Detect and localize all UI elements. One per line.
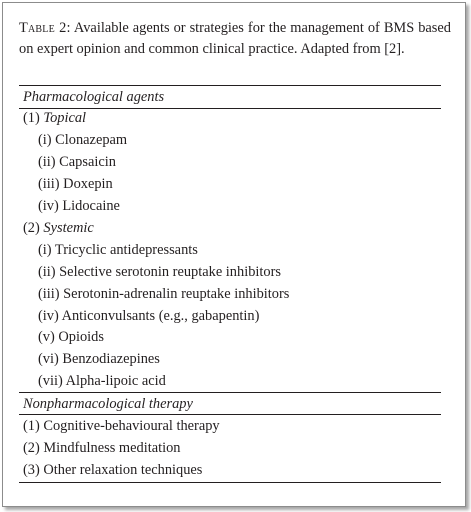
table-label: Table 2: (19, 20, 71, 36)
list-item: (vi) Benzodiazepines (38, 351, 160, 367)
list-item: (3) Other relaxation techniques (23, 462, 203, 478)
section-rule-nonpharmacological (19, 414, 441, 415)
bottom-rule (19, 482, 441, 483)
group-title: Topical (43, 110, 87, 126)
section-heading-pharmacological: Pharmacological agents (23, 89, 165, 105)
section-rule-top-nonpharmacological (19, 392, 441, 393)
list-item: (ii) Capsaicin (38, 154, 116, 170)
list-item: (i) Tricyclic antidepressants (38, 242, 198, 258)
list-item: (ii) Selective serotonin reuptake inhibitors (38, 264, 281, 280)
group-prefix: (2) (23, 220, 44, 236)
list-item: (2) Mindfulness meditation (23, 440, 181, 456)
group-systemic (23, 218, 94, 238)
caption-text: Available agents or strategies for the management of BMS based on expert opinion and common clinical practice. Adapted from [2]. (19, 20, 451, 57)
list-item: (iv) Anticonvulsants (e.g., gabapentin) (38, 308, 260, 324)
list-item: (vii) Alpha-lipoic acid (38, 373, 166, 389)
group-prefix: (1) (23, 110, 44, 126)
list-item: (iii) Serotonin-adrenalin reuptake inhibitors (38, 286, 290, 302)
list-item: (v) Opioids (38, 329, 104, 345)
list-item: (iii) Doxepin (38, 176, 113, 192)
list-item: (i) Clonazepam (38, 132, 128, 148)
table-caption (19, 18, 451, 60)
group-title: Systemic (43, 220, 94, 236)
section-heading-nonpharmacological: Nonpharmacological therapy (23, 396, 193, 412)
group-topical (23, 108, 86, 128)
list-item: (iv) Lidocaine (38, 198, 120, 214)
list-item: (1) Cognitive-behavioural therapy (23, 418, 220, 434)
top-rule (19, 85, 441, 86)
